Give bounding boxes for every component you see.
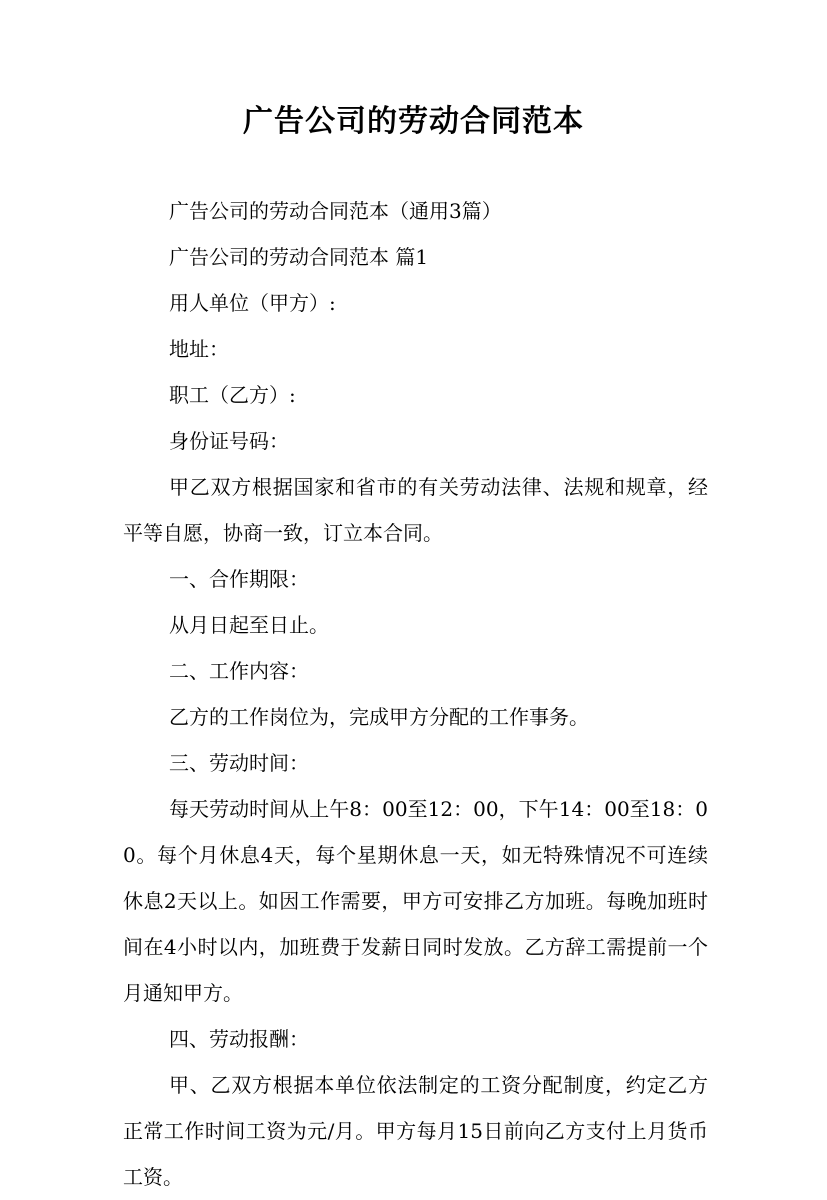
document-body (123, 188, 708, 1200)
remuneration-paragraph: 甲、乙双方根据本单位依法制定的工资分配制度，约定乙方正常工作时间工资为元/月。甲方每月15日前向乙方支付上月货币工资。 (123, 1073, 708, 1189)
clause-heading-working-hours: 三、劳动时间： (169, 751, 309, 775)
preamble-paragraph: 甲乙双方根据国家和省市的有关劳动法律、法规和规章，经平等自愿，协商一致，订立本合同。 (123, 475, 708, 545)
document-title: 广告公司的劳动合同范本 (243, 104, 584, 139)
clause-heading-remuneration: 四、劳动报酬： (169, 1027, 309, 1051)
section-heading-part-1: 广告公司的劳动合同范本 篇1 (169, 245, 429, 269)
work-content-paragraph: 乙方的工作岗位为，完成甲方分配的工作事务。 (169, 705, 589, 729)
id-number-field: 身份证号码： (169, 429, 289, 453)
clause-heading-work-content: 二、工作内容： (169, 659, 309, 683)
clause-heading-term: 一、合作期限： (169, 567, 309, 591)
employee-field: 职工（乙方）: (169, 383, 296, 407)
working-hours-paragraph: 每天劳动时间从上午8：00至12：00，下午14：00至18：00。每个月休息4天，每个星期休息一天，如无特殊情况不可连续休息2天以上。如因工作需要，甲方可安排乙方加班。每晚加班时间在4小时以内，加班费于发薪日同时发放。乙方辞工需提前一个月通知甲方。 (123, 797, 708, 1005)
intro-heading: 广告公司的劳动合同范本（通用3篇） (169, 199, 502, 223)
address-field: 地址： (169, 337, 229, 361)
term-paragraph: 从月日起至日止。 (169, 613, 329, 637)
employer-field: 用人单位（甲方）: (169, 291, 336, 315)
